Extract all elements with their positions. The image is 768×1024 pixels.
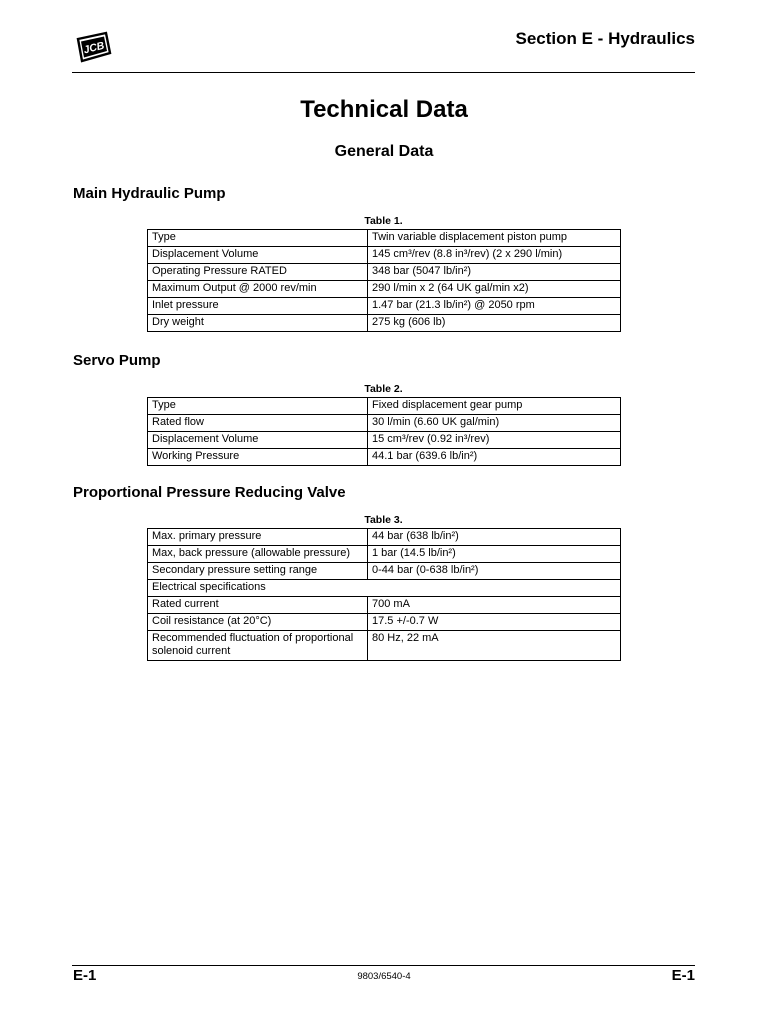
row-label: Working Pressure [148,449,368,466]
row-value: 700 mA [368,597,621,614]
table-row [148,449,621,466]
page-title: Technical Data [300,96,468,123]
table-row [148,597,621,614]
table-row [148,529,621,546]
section-title: Section E - Hydraulics [515,29,695,48]
section-heading-pressure-reducing-valve: Proportional Pressure Reducing Valve [73,484,346,501]
servo-pump-table [147,397,621,466]
row-label: Rated current [148,597,368,614]
row-value: 290 l/min x 2 (64 UK gal/min x2) [368,281,621,298]
footer-divider [72,965,695,966]
row-label: Displacement Volume [148,247,368,264]
table-row [148,315,621,332]
section-heading-main-hydraulic-pump: Main Hydraulic Pump [73,185,226,202]
row-label: Inlet pressure [148,298,368,315]
table-row [148,415,621,432]
row-value: 275 kg (606 lb) [368,315,621,332]
row-label: Maximum Output @ 2000 rev/min [148,281,368,298]
table-caption: Table 3. [364,514,403,526]
table-row [148,580,621,597]
table-row [148,398,621,415]
row-value: 17.5 +/-0.7 W [368,614,621,631]
table-row [148,298,621,315]
table-row [148,614,621,631]
table-row [148,631,621,661]
section-heading-servo-pump: Servo Pump [73,352,161,369]
table-caption: Table 1. [364,215,403,227]
row-label: Max, back pressure (allowable pressure) [148,546,368,563]
header-divider [72,72,695,73]
document-code: 9803/6540-4 [357,971,411,982]
table-caption: Table 2. [364,383,403,395]
row-value: Twin variable displacement piston pump [368,230,621,247]
row-value: 30 l/min (6.60 UK gal/min) [368,415,621,432]
row-value: 80 Hz, 22 mA [368,631,621,661]
jcb-logo-icon [72,31,112,65]
row-label: Type [148,230,368,247]
page-subtitle: General Data [334,143,434,160]
logo-text: JCB [82,39,106,57]
row-value: 145 cm³/rev (8.8 in³/rev) (2 x 290 l/min) [368,247,621,264]
table-row [148,563,621,580]
row-value: 1 bar (14.5 lb/in²) [368,546,621,563]
row-label: Coil resistance (at 20°C) [148,614,368,631]
table-row [148,230,621,247]
row-value: Fixed displacement gear pump [368,398,621,415]
row-label: Electrical specifications [148,580,621,597]
row-label: Rated flow [148,415,368,432]
table-row [148,281,621,298]
table-row [148,546,621,563]
table-row [148,264,621,281]
row-label: Displacement Volume [148,432,368,449]
row-label: Secondary pressure setting range [148,563,368,580]
row-value: 44 bar (638 lb/in²) [368,529,621,546]
table-row [148,247,621,264]
table-row [148,432,621,449]
row-label: Operating Pressure RATED [148,264,368,281]
row-label: Max. primary pressure [148,529,368,546]
main-hydraulic-pump-table [147,229,621,332]
row-label: Recommended fluctuation of proportional solenoid current [148,631,368,661]
row-value: 348 bar (5047 lb/in²) [368,264,621,281]
row-label: Type [148,398,368,415]
pressure-reducing-valve-table [147,528,621,661]
row-label: Dry weight [148,315,368,332]
row-value: 44.1 bar (639.6 lb/in²) [368,449,621,466]
row-value: 15 cm³/rev (0.92 in³/rev) [368,432,621,449]
row-value: 0-44 bar (0-638 lb/in²) [368,563,621,580]
page-number-left: E-1 [73,967,97,984]
row-value: 1.47 bar (21.3 lb/in²) @ 2050 rpm [368,298,621,315]
page-number-right: E-1 [671,967,695,984]
